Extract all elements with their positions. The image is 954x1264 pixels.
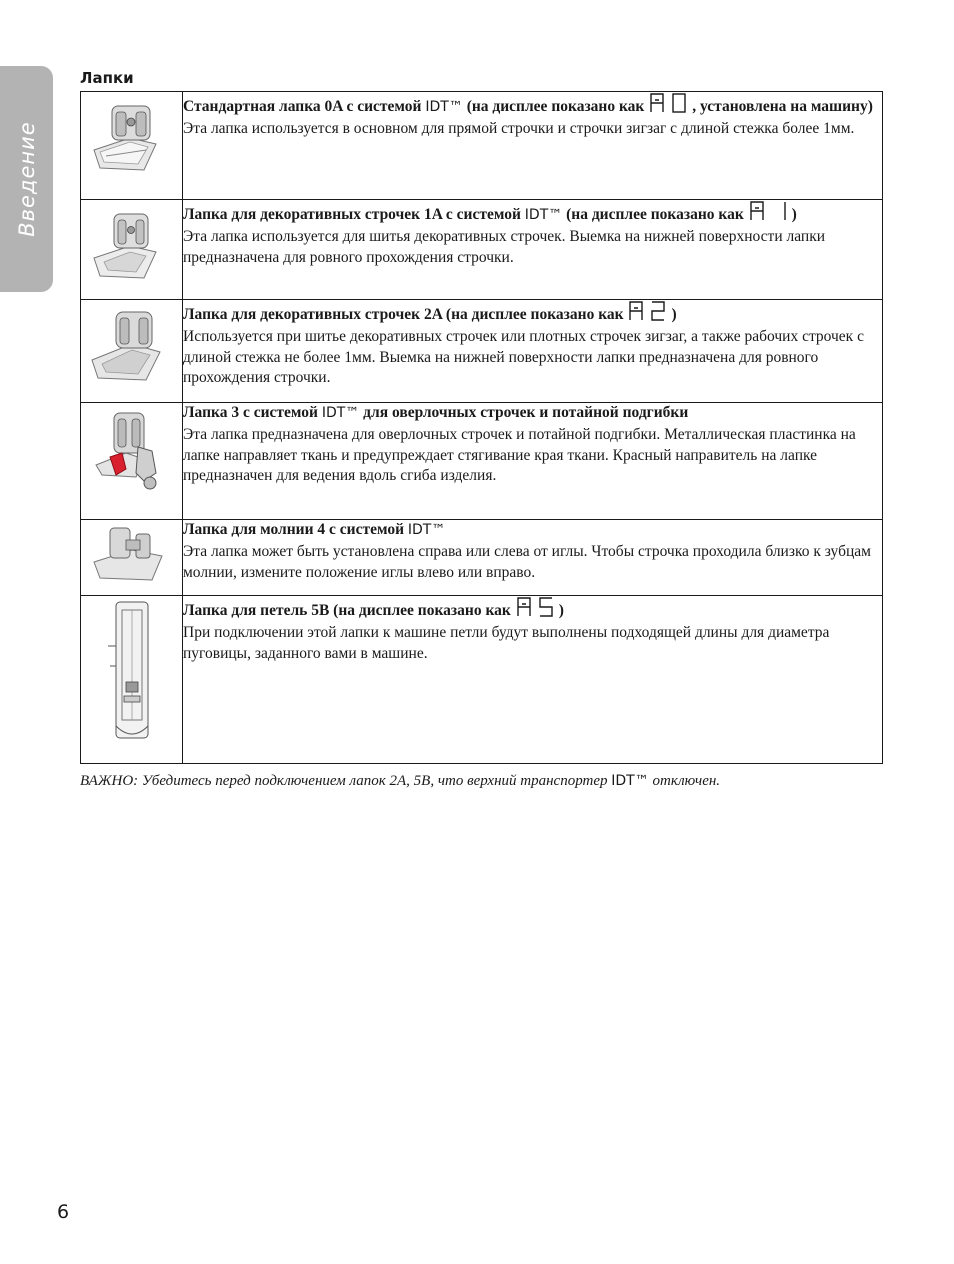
idt-mark: IDT™ xyxy=(407,522,446,538)
section-title: Лапки xyxy=(80,69,134,87)
foot-0a-image xyxy=(81,92,183,200)
table-row xyxy=(81,403,883,520)
table-row xyxy=(81,200,883,300)
table-row xyxy=(81,520,883,596)
foot-0a-description: Эта лапка используется в основном для прямой строчки и строчки зигзаг с длиной стежка более 1мм. xyxy=(183,120,855,137)
idt-mark: IDT™ xyxy=(524,207,563,223)
foot-1a-title: Лапка для декоративных строчек 1A с системой IDT™ (на дисплее показано как ) xyxy=(183,200,882,225)
display-code-a0-icon xyxy=(649,92,691,114)
idt-mark: IDT™ xyxy=(425,99,463,115)
foot-5b-description: При подключении этой лапки к машине петли будут выполнены подходящей длины для диаметра пуговицы, заданного вами в машине. xyxy=(183,624,830,662)
foot-5b-image xyxy=(81,596,183,764)
section-side-tab xyxy=(0,66,53,292)
foot-2a-description: Используется при шитье декоративных строчек или плотных строчек зигзаг, а также рабочих строчек с длиной стежка не более 1мм. Выемка на нижней поверхности лапки предназначена для ровного прохождения строчки. xyxy=(183,328,864,386)
foot-3-description: Эта лапка предназначена для оверлочных строчек и потайной подгибки. Металлическая пластинка на лапке направляет ткань и предупреждает стягивание края ткани. Красный направитель на лапке предназначен для ведения вдоль сгиба изделия. xyxy=(183,426,856,484)
foot-1a-text xyxy=(183,200,883,300)
side-tab-label: Введение xyxy=(14,121,39,237)
foot-5b-title: Лапка для петель 5B (на дисплее показано как ) xyxy=(183,596,882,621)
table-row xyxy=(81,300,883,403)
presser-feet-table xyxy=(80,91,883,764)
idt-mark: IDT™ xyxy=(611,773,649,789)
foot-4-text xyxy=(183,520,883,596)
foot-2a-text xyxy=(183,300,883,403)
display-code-a5-icon xyxy=(516,596,558,618)
idt-mark: IDT™ xyxy=(321,405,360,421)
foot-0a-text xyxy=(183,92,883,200)
foot-3-text xyxy=(183,403,883,520)
foot-0a-title: Стандартная лапка 0A с системой IDT™ (на дисплее показано как , установлена на машину) xyxy=(183,92,882,117)
foot-1a-description: Эта лапка используется для шитья декоративных строчек. Выемка на нижней поверхности лапки предназначена для ровного прохождения строчки. xyxy=(183,228,826,266)
foot-5b-text xyxy=(183,596,883,764)
table-row xyxy=(81,596,883,764)
foot-4-title: Лапка для молнии 4 с системой IDT™ xyxy=(183,521,446,538)
foot-3-title: Лапка 3 с системой IDT™ для оверлочных строчек и потайной подгибки xyxy=(183,404,689,421)
table-row xyxy=(81,92,883,200)
foot-3-image xyxy=(81,403,183,520)
foot-2a-image xyxy=(81,300,183,403)
page-number: 6 xyxy=(57,1201,70,1223)
foot-1a-image xyxy=(81,200,183,300)
foot-2a-title: Лапка для декоративных строчек 2A (на дисплее показано как ) xyxy=(183,300,882,325)
display-code-a1-icon xyxy=(749,200,791,222)
foot-4-image xyxy=(81,520,183,596)
important-note: ВАЖНО: Убедитесь перед подключением лапок 2A, 5B, что верхний транспортер IDT™ отключен. xyxy=(80,773,721,789)
display-code-a2-icon xyxy=(628,300,670,322)
foot-4-description: Эта лапка может быть установлена справа или слева от иглы. Чтобы строчка проходила близко к зубцам молнии, измените положение иглы влево или вправо. xyxy=(183,543,871,581)
